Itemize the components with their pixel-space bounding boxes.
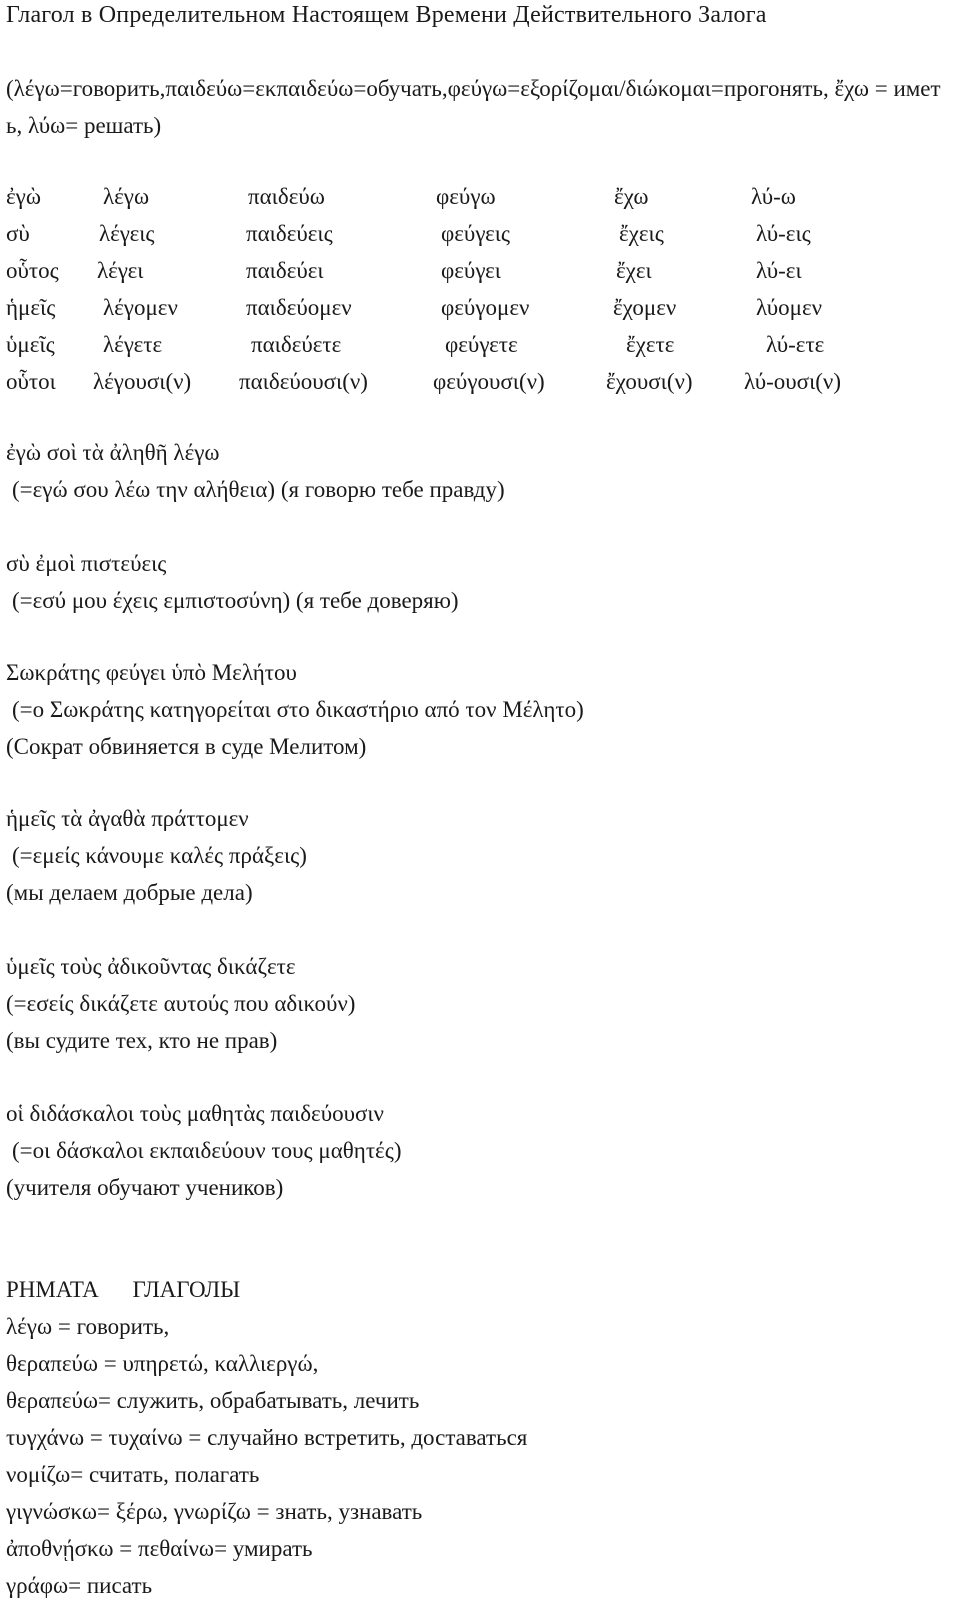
verb-cell: ἔχουσι(ν): [606, 369, 693, 394]
vocabulary-item: τυγχάνω = τυχαίνω = случайно встретить, доставаться: [6, 1425, 528, 1450]
example-greek: οἱ διδάσκαλοι τοὺς μαθητὰς παιδεύουσιν: [6, 1101, 384, 1126]
verb-cell: παιδεύετε: [251, 332, 342, 357]
verb-cell: λέγουσι(ν): [93, 369, 192, 394]
vocabulary-heading-greek: ΡΗΜΑΤΑ: [6, 1277, 99, 1302]
verb-cell: λύομεν: [756, 295, 823, 320]
vocabulary-item: θεραπεύω = υπηρετώ, καλλιεργώ,: [6, 1351, 319, 1376]
verb-cell: λέγει: [97, 258, 144, 283]
verb-cell: ἔχεις: [619, 221, 664, 246]
example-translation: (=εσύ μου έχεις εμπιστοσύνη) (я тебе доверяю): [12, 588, 459, 613]
example-greek: σὺ ἐμοὶ πιστεύεις: [6, 551, 167, 576]
vocabulary-item: λέγω = говорить,: [6, 1314, 170, 1339]
verb-cell: λύ-εις: [756, 221, 811, 246]
verb-cell: ἔχει: [616, 258, 652, 283]
verb-cell: παιδεύεις: [246, 221, 333, 246]
example-translation: (учителя обучают учеников): [6, 1175, 284, 1200]
example-translation: (=ο Σωκράτης κατηγορείται στο δικαστήριο από τον Μέλητο): [12, 697, 584, 722]
pronoun-cell: οὗτος: [6, 258, 59, 283]
pronoun-cell: ἐγὼ: [6, 184, 41, 209]
example-translation: (=οι δάσκαλοι εκπαιδεύουν τους μαθητές): [12, 1138, 402, 1163]
example-greek: ἐγὼ σοὶ τὰ ἀληθῆ λέγω: [6, 440, 220, 465]
verb-cell: λέγω: [103, 184, 150, 209]
verb-cell: λύ-ω: [751, 184, 796, 209]
verb-cell: λύ-ει: [756, 258, 802, 283]
example-translation: (=εγώ σου λέω την αλήθεια) (я говорю тебе правду): [12, 477, 505, 502]
verb-cell: φεύγω: [436, 184, 496, 209]
example-translation: (=εμείς κάνουμε καλές πράξεις): [12, 843, 307, 868]
verb-cell: ἔχομεν: [613, 295, 677, 320]
verb-cell: παιδεύομεν: [246, 295, 352, 320]
example-sentence: [6, 800, 307, 911]
verb-cell: φεύγετε: [445, 332, 518, 357]
example-translation: (Сократ обвиняется в суде Мелитом): [6, 734, 367, 759]
verb-cell: παιδεύει: [246, 258, 324, 283]
vocabulary-item: γιγνώσκω= ξέρω, γνωρίζω = знать, узнавать: [6, 1499, 423, 1524]
example-sentence: [6, 654, 584, 765]
pronoun-cell: ἡμεῖς: [6, 295, 56, 320]
verb-cell: ἔχετε: [626, 332, 675, 357]
example-greek: ὑμεῖς τοὺς ἀδικοῦντας δικάζετε: [6, 954, 296, 979]
verb-cell: φεύγουσι(ν): [433, 369, 545, 394]
example-greek: ἡμεῖς τὰ ἀγαθὰ πράττομεν: [6, 806, 249, 831]
vocabulary-list: [6, 1308, 527, 1604]
verb-cell: λέγετε: [103, 332, 163, 357]
verb-cell: λύ-ετε: [766, 332, 825, 357]
vocabulary-heading-russian: ГЛАГОЛЫ: [132, 1277, 241, 1302]
vocabulary-item: ἀποθνῄσκω = πεθαίνω= умирать: [6, 1536, 313, 1561]
example-translation: (=εσείς δικάζετε αυτούς που αδικούν): [6, 991, 356, 1016]
vocabulary-item: γράφω= писать: [6, 1573, 153, 1598]
verb-cell: φεύγει: [441, 258, 501, 283]
document-page: [6, 0, 956, 1604]
vocabulary-item: θεραπεύω= служить, обрабатывать, лечить: [6, 1388, 420, 1413]
example-sentence: [6, 545, 459, 619]
verb-cell: ἔχω: [614, 184, 649, 209]
example-sentence: [6, 948, 355, 1059]
verb-cell: λέγεις: [99, 221, 155, 246]
example-sentence: [6, 434, 505, 508]
example-translation: (вы судите тех, кто не прав): [6, 1028, 278, 1053]
verb-cell: λύ-ουσι(ν): [744, 369, 841, 394]
intro-verb-list: (λέγω=говорить,παιδεύω=εκπαιδεύω=обучать,φεύγω=εξορίζομαι/διώκομαι=прогонять, ἔχω = иметь, λύω= решать): [6, 76, 941, 138]
vocabulary-heading: [6, 1271, 240, 1308]
pronoun-cell: σὺ: [6, 221, 30, 246]
vocabulary-item: νομίζω= считать, полагать: [6, 1462, 260, 1487]
pronoun-cell: οὗτοι: [6, 369, 56, 394]
example-greek: Σωκράτης φεύγει ὑπὸ Μελήτου: [6, 660, 297, 685]
example-translation: (мы делаем добрые дела): [6, 880, 253, 905]
verb-cell: παιδεύω: [248, 184, 325, 209]
pronoun-cell: ὑμεῖς: [6, 332, 55, 357]
verb-cell: παιδεύουσι(ν): [239, 369, 368, 394]
example-sentence: [6, 1095, 401, 1206]
verb-cell: φεύγομεν: [441, 295, 530, 320]
page-title: Глагол в Определительном Настоящем Времени Действительного Залога: [6, 2, 767, 28]
verb-cell: φεύγεις: [441, 221, 511, 246]
verb-cell: λέγομεν: [103, 295, 178, 320]
